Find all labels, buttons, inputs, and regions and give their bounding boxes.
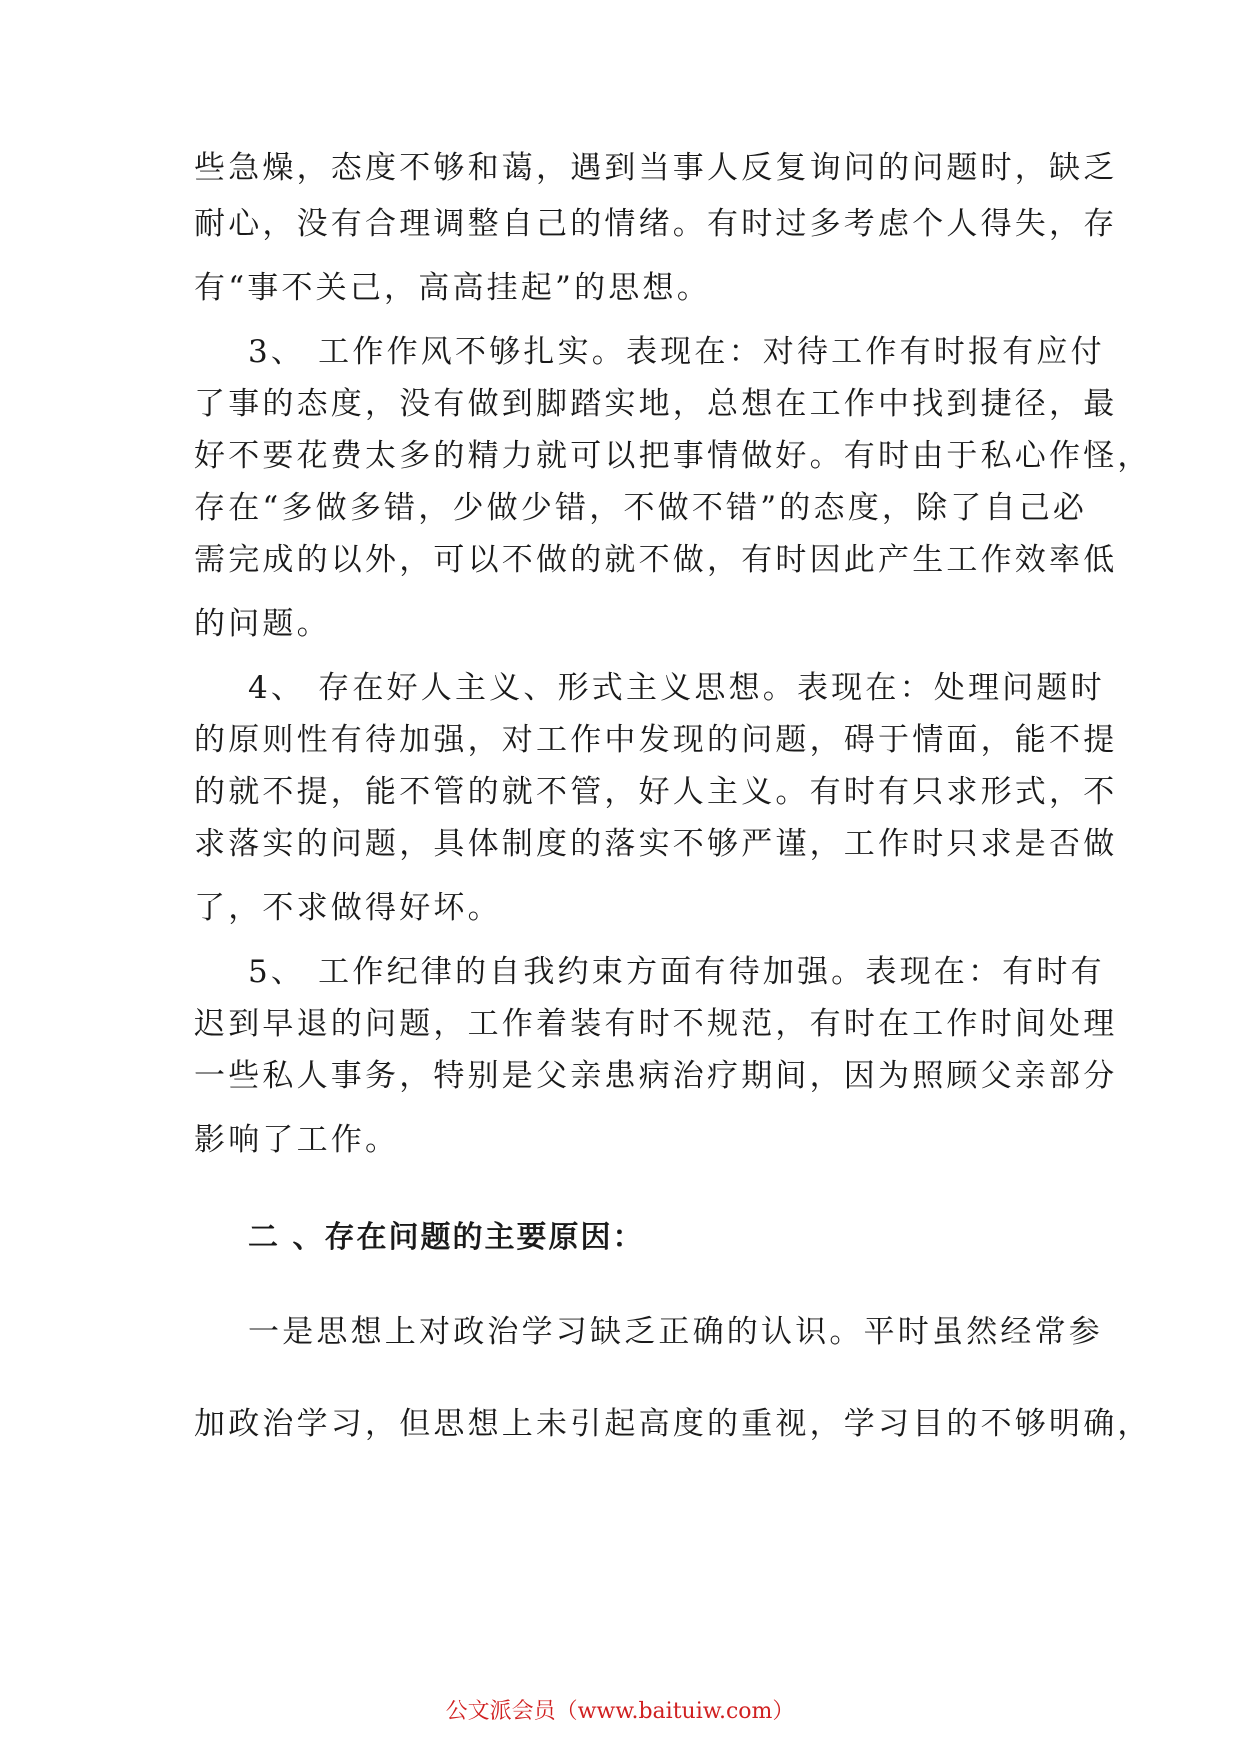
reason-1-line: 一是思想上对政治学习缺乏正确的认识。平时虽然经常参 — [248, 1314, 1103, 1350]
text-line: 的原则性有待加强，对工作中发现的问题，碍于情面，能不提 — [194, 722, 1118, 758]
text-line: 的就不提，能不管的就不管，好人主义。有时有只求形式，不 — [194, 774, 1118, 810]
text-line: 加政治学习，但思想上未引起高度的重视，学习目的不够明确， — [194, 1406, 1152, 1442]
text-line: 求落实的问题，具体制度的落实不够严谨，工作时只求是否做 — [194, 826, 1118, 862]
text-line: 了，不求做得好坏。 — [194, 890, 502, 926]
text-line: 好不要花费太多的精力就可以把事情做好。有时由于私心作怪， — [194, 438, 1152, 474]
text-line: 耐心，没有合理调整自己的情绪。有时过多考虑个人得失，存 — [194, 206, 1118, 242]
item-3-line: 3、 工作作风不够扎实。表现在：对待工作有时报有应付 — [248, 334, 1105, 370]
footer-watermark: 公文派会员（www.baituiw.com） — [445, 1699, 795, 1724]
section-heading: 二 、存在问题的主要原因： — [248, 1220, 645, 1255]
text-line: 需完成的以外，可以不做的就不做，有时因此产生工作效率低 — [194, 542, 1118, 578]
text-line: 一些私人事务，特别是父亲患病治疗期间，因为照顾父亲部分 — [194, 1058, 1118, 1094]
item-5-line: 5、 工作纪律的自我约束方面有待加强。表现在：有时有 — [248, 954, 1105, 990]
text-line: 有“事不关己，高高挂起”的思想。 — [194, 270, 711, 306]
item-4-line: 4、 存在好人主义、形式主义思想。表现在：处理问题时 — [248, 670, 1105, 706]
text-line: 了事的态度，没有做到脚踏实地，总想在工作中找到捷径，最 — [194, 386, 1118, 422]
text-line: 存在“多做多错，少做少错，不做不错”的态度，除了自己必 — [194, 490, 1088, 526]
text-line: 的问题。 — [194, 606, 331, 642]
text-line: 迟到早退的问题，工作着装有时不规范，有时在工作时间处理 — [194, 1006, 1118, 1042]
text-line: 影响了工作。 — [194, 1122, 400, 1158]
text-line: 些急燥，态度不够和蔼，遇到当事人反复询问的问题时，缺乏 — [194, 150, 1118, 186]
